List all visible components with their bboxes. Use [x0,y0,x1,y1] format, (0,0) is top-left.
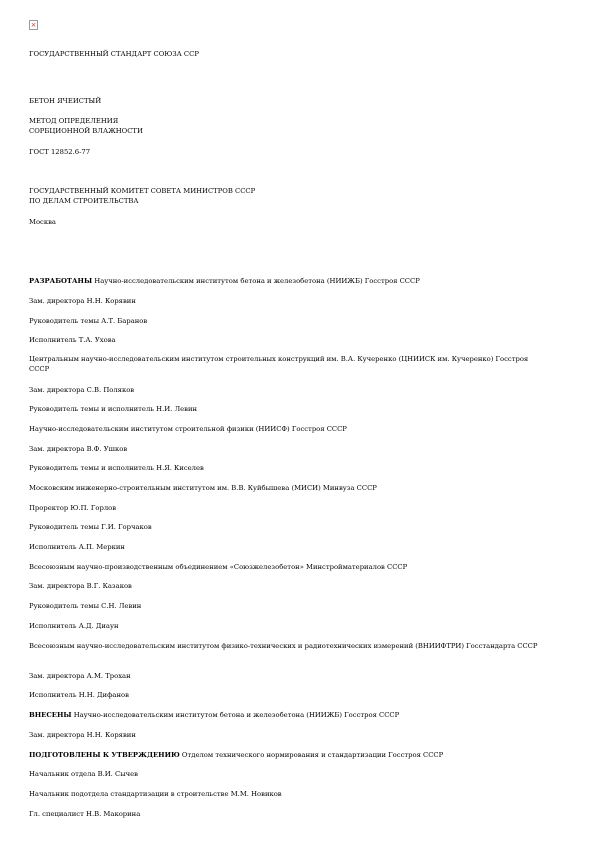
credit-line: Московским инженерно-строительным институтом им. В.В. Куйбышева (МИСИ) Минвуза СССР [29,484,377,492]
gost-number: ГОСТ 12852.6-77 [29,148,91,156]
credit-line: Всесоюзным научно-производственным объединением «Союзжелезобетон» Минстройматериалов СССР [29,563,408,571]
credit-line: Зам. директора А.М. Трохан [29,672,131,680]
credit-line: Зам. директора Н.Н. Корявин [29,297,136,305]
credit-line: Зам. директора Н.Н. Корявин [29,731,136,739]
credit-text: Научно-исследовательским институтом бетона и железобетона (НИИЖБ) Госстроя СССР [71,711,400,719]
title-line-3: СОРБЦИОННОЙ ВЛАЖНОСТИ [29,127,143,135]
credit-line: Руководитель темы Г.И. Горчаков [29,523,152,531]
committee-line-1: ГОСУДАРСТВЕННЫЙ КОМИТЕТ СОВЕТА МИНИСТРОВ СССР [29,187,256,195]
credit-line: Начальник отдела В.И. Сычев [29,770,138,778]
credit-line: Всесоюзным научно-исследовательским институтом физико-технических и радиотехнических измерений (ВНИИФТРИ) Госстандарта СССР [29,642,538,650]
standard-type: ГОСУДАРСТВЕННЫЙ СТАНДАРТ СОЮЗА ССР [29,50,199,58]
credit-line: Руководитель темы С.Н. Левин [29,602,142,610]
credit-line: Руководитель темы А.Т. Баранов [29,317,148,325]
credit-line: Зам. директора В.Г. Казаков [29,582,132,590]
title-line-1: БЕТОН ЯЧЕИСТЫЙ [29,97,102,105]
credit-heading: ПОДГОТОВЛЕНЫ К УТВЕРЖДЕНИЮ [29,751,180,759]
credit-line: Исполнитель Т.А. Ухова [29,336,116,344]
credit-line: Гл. специалист Н.В. Макорина [29,810,141,818]
credit-heading: РАЗРАБОТАНЫ [29,277,93,285]
credit-text: Научно-исследовательским институтом бетона и железобетона (НИИЖБ) Госстроя СССР [92,277,420,285]
credit-line: Руководитель темы и исполнитель Н.Я. Киселев [29,464,204,472]
credit-line: Исполнитель А.Д. Диаун [29,622,119,630]
credit-line: Центральным научно-исследовательским институтом строительных конструкций им. В.А. Кучеренко (ЦНИИСК им. Кучеренко) Госстроя СССР [29,355,529,373]
credit-line: Руководитель темы и исполнитель Н.И. Левин [29,405,198,413]
credit-line: Зам. директора С.В. Поляков [29,386,135,394]
title-line-2: МЕТОД ОПРЕДЕЛЕНИЯ [29,117,119,125]
broken-image-icon: × [30,21,37,29]
credit-line [29,751,443,761]
credit-heading: ВНЕСЕНЫ [29,711,72,719]
credit-line: Исполнитель А.П. Меркин [29,543,125,551]
city: Москва [29,218,56,226]
credit-line: Начальник подотдела стандартизации в строительстве М.М. Новиков [29,790,282,798]
credit-line: Исполнитель Н.Н. Дифанов [29,691,129,699]
committee-line-2: ПО ДЕЛАМ СТРОИТЕЛЬСТВА [29,197,139,205]
credit-text: Отделом технического нормирования и стандартизации Госстроя СССР [179,751,444,759]
credit-line [29,711,399,721]
credit-line: Проректор Ю.П. Горлов [29,504,117,512]
credit-line [29,277,420,287]
credit-line: Зам. директора В.Ф. Ушков [29,445,128,453]
credit-line: Научно-исследовательским институтом строительной физики (НИИСФ) Госстроя СССР [29,425,347,433]
